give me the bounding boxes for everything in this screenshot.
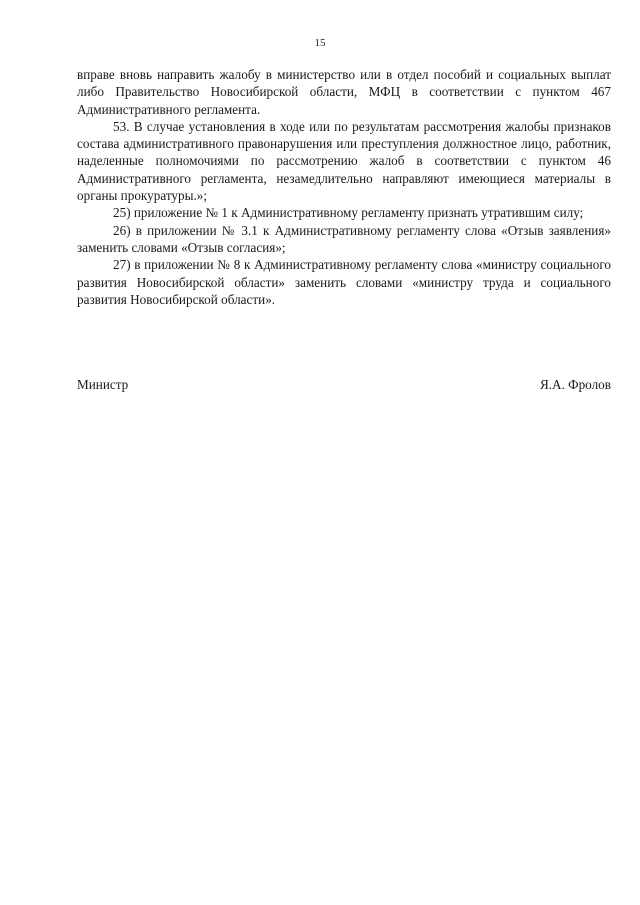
- document-body: [77, 66, 611, 308]
- page-number: 15: [314, 37, 326, 49]
- signatory-title: Министр: [77, 377, 129, 392]
- paragraph-item-27: 27) в приложении № 8 к Административному регламенту слова «министру социального развития Новосибирской области» заменить словами «министру труда и социального развития Новосибирской области».: [77, 257, 611, 307]
- paragraph-item-26: 26) в приложении № 3.1 к Административному регламенту слова «Отзыв заявления» заменить словами «Отзыв согласия»;: [77, 222, 611, 255]
- signature-block: [77, 376, 611, 393]
- paragraph-continuation: вправе вновь направить жалобу в министерство или в отдел пособий и социальных выплат либо Правительство Новосибирской области, МФЦ в соответствии с пунктом 467 Административного регламента.: [77, 67, 611, 117]
- paragraph-item-53: 53. В случае установления в ходе или по результатам рассмотрения жалобы признаков состава административного правонарушения или преступления должностное лицо, работник, наделенные полномочиями по рассмотрению жалоб в соответствии с пунктом 46 Административного регламента, незамедлительно направляют имеющиеся материалы в органы прокуратуры.»;: [77, 118, 611, 204]
- paragraph-item-25: 25) приложение № 1 к Административному регламенту признать утратившим силу;: [113, 205, 584, 221]
- signatory-name: Я.А. Фролов: [539, 377, 611, 392]
